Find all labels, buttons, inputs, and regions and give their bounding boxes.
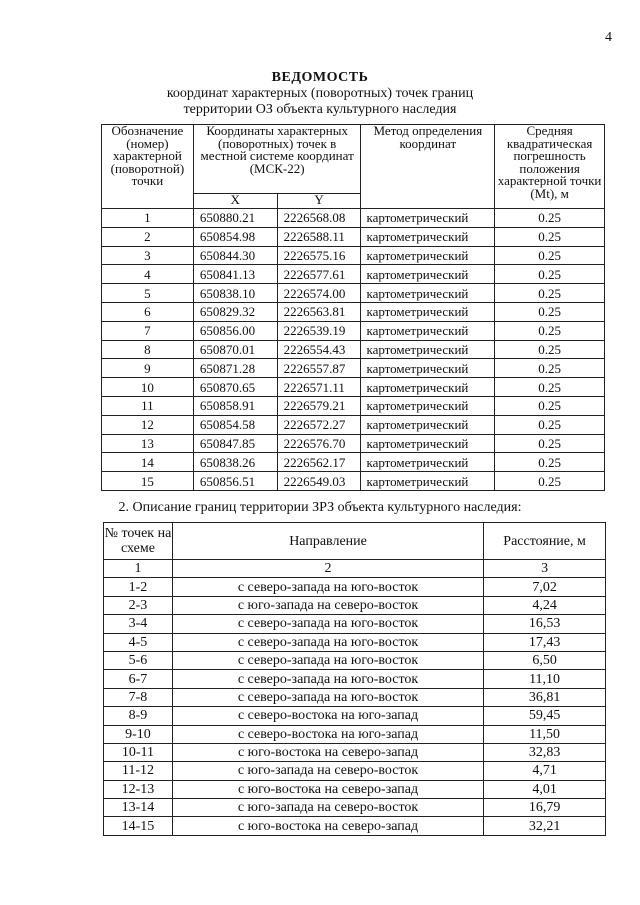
- table-row: [104, 651, 606, 669]
- segment-points: 13-14: [104, 799, 173, 817]
- segment-points: 12-13: [104, 780, 173, 798]
- direction: с северо-запада на юго-восток: [172, 670, 483, 688]
- point-number: 7: [102, 321, 194, 340]
- table-row: [102, 265, 605, 284]
- table-row: [104, 817, 606, 835]
- method: картометрический: [361, 284, 495, 303]
- segment-points: 7-8: [104, 688, 173, 706]
- point-number: 10: [102, 378, 194, 397]
- table-row: [102, 284, 605, 303]
- segment-points: 9-10: [104, 725, 173, 743]
- distance: 4,01: [484, 780, 606, 798]
- point-number: 11: [102, 396, 194, 415]
- coordinates-table: [101, 124, 605, 491]
- boundary-description-table: [103, 522, 606, 836]
- direction: с северо-востока на юго-запад: [172, 725, 483, 743]
- direction: с северо-востока на юго-запад: [172, 707, 483, 725]
- table-row: [102, 359, 605, 378]
- coord-x: 650858.91: [193, 396, 277, 415]
- header-point: Обозначение (номер) характерной (поворотной) точки: [102, 125, 194, 209]
- table-row: [102, 434, 605, 453]
- method: картометрический: [361, 434, 495, 453]
- point-number: 6: [102, 302, 194, 321]
- method: картометрический: [361, 321, 495, 340]
- table-row: [104, 707, 606, 725]
- table-row: [104, 578, 606, 596]
- direction: с северо-запада на юго-восток: [172, 633, 483, 651]
- direction: с юго-востока на северо-запад: [172, 743, 483, 761]
- method: картометрический: [361, 396, 495, 415]
- coord-y: 2226575.16: [277, 246, 361, 265]
- title-line-2: координат характерных (поворотных) точек границ: [166, 86, 474, 101]
- coord-y: 2226574.00: [277, 284, 361, 303]
- direction: с юго-востока на северо-запад: [172, 817, 483, 835]
- error: 0.25: [495, 359, 605, 378]
- method: картометрический: [361, 340, 495, 359]
- direction: с северо-запада на юго-восток: [172, 615, 483, 633]
- method: картометрический: [361, 265, 495, 284]
- point-number: 9: [102, 359, 194, 378]
- table-row: [104, 780, 606, 798]
- distance: 32,21: [484, 817, 606, 835]
- point-number: 14: [102, 453, 194, 472]
- point-number: 1: [102, 209, 194, 228]
- segment-points: 3-4: [104, 615, 173, 633]
- point-number: 15: [102, 472, 194, 491]
- header-method: Метод определения координат: [361, 125, 495, 209]
- title-main: ВЕДОМОСТЬ: [271, 70, 369, 85]
- distance: 17,43: [484, 633, 606, 651]
- table-row: [104, 596, 606, 614]
- table-row: [102, 209, 605, 228]
- coord-y: 2226539.19: [277, 321, 361, 340]
- coord-x: 650880.21: [193, 209, 277, 228]
- coord-x: 650844.30: [193, 246, 277, 265]
- coord-y: 2226577.61: [277, 265, 361, 284]
- coord-x: 650829.32: [193, 302, 277, 321]
- col-number: 1: [104, 560, 173, 578]
- col-number: 3: [484, 560, 606, 578]
- point-number: 5: [102, 284, 194, 303]
- point-number: 3: [102, 246, 194, 265]
- header-direction: Направление: [172, 523, 483, 560]
- boundary-table-body: [104, 523, 606, 836]
- header-coords: Координаты характерных (поворотных) точек в местной системе координат (МСК-22): [193, 125, 361, 194]
- col-number: 2: [172, 560, 483, 578]
- segment-points: 8-9: [104, 707, 173, 725]
- table-row: [104, 633, 606, 651]
- coord-y: 2226568.08: [277, 209, 361, 228]
- error: 0.25: [495, 227, 605, 246]
- method: картометрический: [361, 302, 495, 321]
- table-row: [102, 415, 605, 434]
- coord-x: 650856.00: [193, 321, 277, 340]
- coord-y: 2226563.81: [277, 302, 361, 321]
- coord-x: 650870.01: [193, 340, 277, 359]
- direction: с юго-востока на северо-запад: [172, 780, 483, 798]
- table-row: [102, 396, 605, 415]
- direction: с юго-запада на северо-восток: [172, 762, 483, 780]
- coord-x: 650854.98: [193, 227, 277, 246]
- coord-y: 2226554.43: [277, 340, 361, 359]
- distance: 4,71: [484, 762, 606, 780]
- method: картометрический: [361, 378, 495, 397]
- direction: с северо-запада на юго-восток: [172, 688, 483, 706]
- segment-points: 14-15: [104, 817, 173, 835]
- direction: с северо-запада на юго-восток: [172, 578, 483, 596]
- method: картометрический: [361, 415, 495, 434]
- direction: с юго-запада на северо-восток: [172, 799, 483, 817]
- point-number: 12: [102, 415, 194, 434]
- error: 0.25: [495, 265, 605, 284]
- segment-points: 1-2: [104, 578, 173, 596]
- error: 0.25: [495, 340, 605, 359]
- method: картометрический: [361, 453, 495, 472]
- error: 0.25: [495, 321, 605, 340]
- error: 0.25: [495, 209, 605, 228]
- distance: 6,50: [484, 651, 606, 669]
- section-2-title: 2. Описание границ территории ЗРЗ объекта культурного наследия:: [118, 500, 522, 515]
- table-row: [104, 799, 606, 817]
- header-x: X: [193, 194, 277, 209]
- coord-x: 650838.26: [193, 453, 277, 472]
- document-title: [0, 70, 640, 118]
- point-number: 2: [102, 227, 194, 246]
- table-row: [102, 472, 605, 491]
- coord-y: 2226588.11: [277, 227, 361, 246]
- error: 0.25: [495, 284, 605, 303]
- coord-y: 2226557.87: [277, 359, 361, 378]
- error: 0.25: [495, 246, 605, 265]
- error: 0.25: [495, 302, 605, 321]
- distance: 7,02: [484, 578, 606, 596]
- table-row: [102, 246, 605, 265]
- method: картометрический: [361, 209, 495, 228]
- coord-x: 650847.85: [193, 434, 277, 453]
- direction: с северо-запада на юго-восток: [172, 651, 483, 669]
- coord-x: 650870.65: [193, 378, 277, 397]
- header-y: Y: [277, 194, 361, 209]
- table-row: [102, 302, 605, 321]
- error: 0.25: [495, 472, 605, 491]
- coord-x: 650838.10: [193, 284, 277, 303]
- distance: 16,53: [484, 615, 606, 633]
- point-number: 4: [102, 265, 194, 284]
- error: 0.25: [495, 415, 605, 434]
- error: 0.25: [495, 434, 605, 453]
- distance: 4,24: [484, 596, 606, 614]
- coord-x: 650854.58: [193, 415, 277, 434]
- distance: 16,79: [484, 799, 606, 817]
- method: картометрический: [361, 246, 495, 265]
- coord-x: 650841.13: [193, 265, 277, 284]
- segment-points: 10-11: [104, 743, 173, 761]
- error: 0.25: [495, 453, 605, 472]
- table-row: [102, 340, 605, 359]
- coord-y: 2226571.11: [277, 378, 361, 397]
- table-row: [104, 688, 606, 706]
- distance: 59,45: [484, 707, 606, 725]
- table-row: [102, 453, 605, 472]
- table-row: [104, 615, 606, 633]
- coord-x: 650856.51: [193, 472, 277, 491]
- table-row: [104, 670, 606, 688]
- table-row: [104, 725, 606, 743]
- table-row: [102, 321, 605, 340]
- coord-y: 2226572.27: [277, 415, 361, 434]
- coord-y: 2226576.70: [277, 434, 361, 453]
- distance: 36,81: [484, 688, 606, 706]
- header-points: № точек на схеме: [104, 523, 173, 560]
- distance: 11,10: [484, 670, 606, 688]
- point-number: 13: [102, 434, 194, 453]
- coord-y: 2226549.03: [277, 472, 361, 491]
- error: 0.25: [495, 378, 605, 397]
- title-line-3: территории ОЗ объекта культурного наследия: [183, 102, 457, 117]
- direction: с юго-запада на северо-восток: [172, 596, 483, 614]
- segment-points: 6-7: [104, 670, 173, 688]
- page-number: 4: [605, 30, 612, 45]
- method: картометрический: [361, 472, 495, 491]
- table-row: [104, 743, 606, 761]
- coordinates-table-body: [102, 209, 605, 491]
- point-number: 8: [102, 340, 194, 359]
- segment-points: 2-3: [104, 596, 173, 614]
- table-row: [104, 762, 606, 780]
- table-row: [102, 227, 605, 246]
- segment-points: 11-12: [104, 762, 173, 780]
- header-distance: Расстояние, м: [484, 523, 606, 560]
- method: картометрический: [361, 359, 495, 378]
- coord-y: 2226579.21: [277, 396, 361, 415]
- header-error: Средняя квадратическая погрешность положения характерной точки (Mt), м: [495, 125, 605, 209]
- segment-points: 4-5: [104, 633, 173, 651]
- method: картометрический: [361, 227, 495, 246]
- coord-y: 2226562.17: [277, 453, 361, 472]
- coord-x: 650871.28: [193, 359, 277, 378]
- error: 0.25: [495, 396, 605, 415]
- distance: 11,50: [484, 725, 606, 743]
- distance: 32,83: [484, 743, 606, 761]
- table-row: [102, 378, 605, 397]
- segment-points: 5-6: [104, 651, 173, 669]
